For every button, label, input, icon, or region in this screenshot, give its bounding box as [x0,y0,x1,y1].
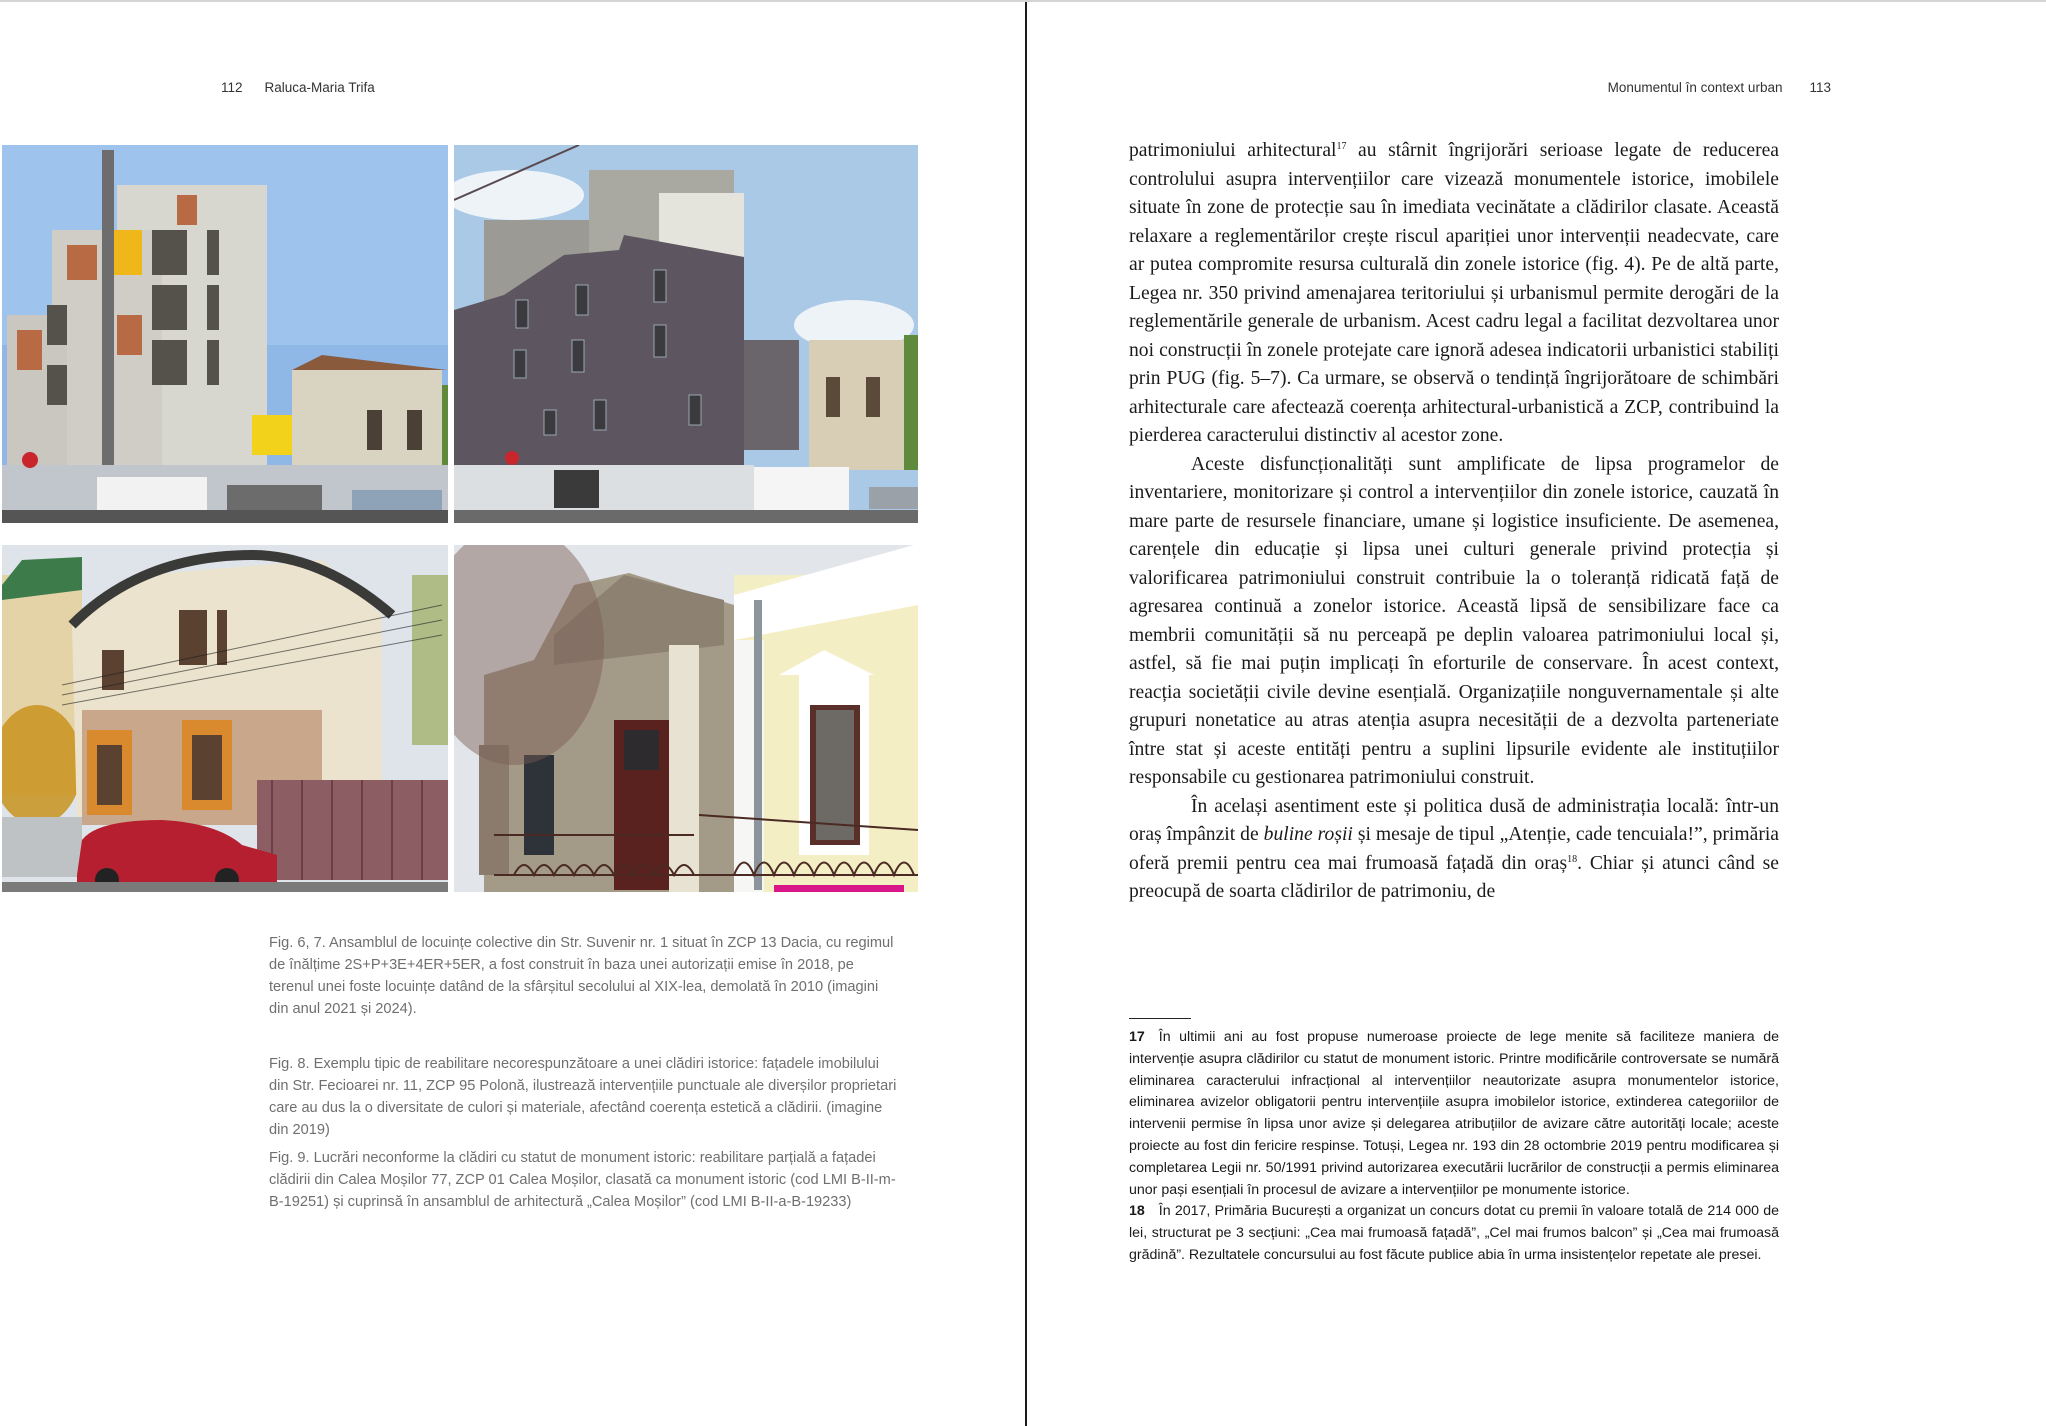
footnote-separator [1129,1018,1191,1019]
chapter-title: Monumentul în context urban [1607,80,1783,95]
paragraph [1129,793,1779,907]
author-name: Raluca-Maria Trifa [264,80,375,95]
figure-9-photo [454,545,918,892]
footnote-text: În 2017, Primăria București a organizat un concurs dotat cu premii în valoare totală de 214 000 de lei, structurat pe 3 secțiuni: „Cea mai frumoasă fațadă”, „Cel mai frumos balcon” și „Cea mai frumoasă grădină”. Rezultatele concursului au fost făcute publice abia în urma insistențelor repetate ale presei. [1129,1203,1779,1263]
footnote-ref-18[interactable]: 18 [1567,853,1578,865]
caption-fig-9 [269,1147,899,1213]
text-run: . Chiar și atunci când se preocupă de soarta clădirilor de patrimoniu, de [1129,852,1779,902]
footnote-text: În ultimii ani au fost propuse numeroase proiecte de lege menite să faciliteze maniera de intervenție asupra clădirilor cu statut de monument istoric. Printre modificările controversate se numără eliminarea caracterului infracțional al intervențiilor neautorizate asupra monumentelor istorice, eliminarea avizelor obligatorii pentru intervențiile asupra imobilelor istorice, extinderea categoriilor de intervenii permise în lipsa unor avize și delegarea atribuțiilor de avizare către autorități locale; aceste proiecte au fost din fericire respinse. Totuși, Legea nr. 193 din 28 octombrie 2019 pentru modificarea și completarea Legii nr. 50/1991 privind autorizarea executării lucrărilor de construcții a permis eliminarea unor pași esențiali în procesul de avizare a intervențiilor pe monumente istorice. [1129,1029,1779,1198]
text-run: și mesaje de tipul „Atenție, cade tencuiala!”, primăria oferă premii pentru cea mai frumoasă fațadă din oraș [1129,824,1779,874]
left-page-number: 112 [221,80,243,95]
figure-6-photo [2,145,448,523]
footnote-ref-17[interactable]: 17 [1336,141,1347,152]
caption-fig-6-7 [269,932,899,1020]
top-border [0,0,2046,2]
footnote-number: 17 [1129,1029,1145,1045]
footnote-18 [1129,1201,1779,1266]
paragraph [1129,137,1779,451]
figure-7-photo [454,145,918,523]
text-run: au stârnit îngrijorări serioase legate de reducerea controlului asupra intervențiilor care vizează monumentele istorice, imobilele situate în zone de protecție sau în imediata vecinătate a clădirilor clasate. Această relaxare a reglementărilor crește riscul apariției unor intervenții neadecvate, care ar putea compromite resursa culturală din zonele istorice (fig. 4). Pe de altă parte, Legea nr. 350 privind amenajarea teritoriului și urbanismul permite derogări de la reglementările generale de urbanism. Acest cadru legal a facilitat dezvoltarea unor noi construcții în zonele protejate care ignoră adesea indicatorii urbanistici stabiliți prin PUG (fig. 5–7). Ca urmare, se observă o tendință îngrijorătoare de schimbări arhitecturale care afectează coerența arhitectural-urbanistică a ZCP, contribuind la pierderea caracterului distinctiv al acestor zone. [1129,140,1779,446]
right-page-number: 113 [1809,80,1831,95]
caption-fig-8 [269,1053,899,1141]
footnote-number: 18 [1129,1203,1145,1220]
footnote-17 [1129,1027,1779,1201]
body-text [1129,137,1779,907]
page-spine-divider [1025,2,1027,1426]
caption-text: Fig. 9. Lucrări neconforme la clădiri cu statut de monument istoric: reabilitare parțială a fațadei clădirii din Calea Moșilor 77, ZCP 01 Calea Moșilor, clasată ca monument istoric (cod LMI B-II-m-B-19251) și cuprinsă în ansamblul de arhitectură „Calea Moșilor” (cod LMI B-II-a-B-19233) [269,1150,896,1210]
text-run: În același asentiment este și politica dusă de administrația locală: într-un oraș împânzit de [1129,795,1779,845]
figure-8-photo [2,545,448,892]
paragraph: Aceste disfuncționalități sunt amplificate de lipsa programelor de inventariere, monitorizare și control a intervențiilor din zonele istorice, cauzată în mare parte de resursele financiare, umane și logistice insuficiente. De asemenea, carențele din educație și lipsa unei culturi generale privind protecția și valorificarea patrimoniului construit contribuie la o toleranță ridicată față de agresarea continuă a zonelor istorice. Această lipsă de sensibilizare face ca membrii comunității să nu perceapă pe deplin valoarea patrimoniului local și, astfel, să fie mai puțin implicați în eforturile de conservare. În acest context, reacția societății civile devine esențială. Organizațiile nonguvernamentale și alte grupuri nonetatice au atras atenția asupra necesității de a dezvolta parteneriate între stat și aceste entități pentru a suplini lipsurile evidente ale instituțiilor responsabile cu gestionarea patrimoniului construit. [1129,453,1779,788]
text-run: patrimoniului arhitectural [1129,140,1337,161]
caption-text: Fig. 8. Exemplu tipic de reabilitare necorespunzătoare a unei clădiri istorice: fațadele imobilului din Str. Fecioarei nr. 11, ZCP 95 Polonă, ilustrează intervențiile punctuale ale diverșilor proprietari care au dus la o diversitate de culori și materiale, afectând coerența estetică a clădirii. (imagine din 2019) [269,1056,897,1138]
right-running-head [1608,80,1831,95]
caption-text: Fig. 6, 7. Ansamblul de locuințe colective din Str. Suvenir nr. 1 situat în ZCP 13 Dacia, cu regimul de înălțime 2S+P+3E+4ER+5ER, a fost construit în baza unei autorizații emise în 2018, pe terenul unei foste locuințe datând de la sfârșitul secolului al XIX-lea, demolată în 2010 (imagini din anul 2021 și 2024). [269,935,894,1017]
emphasis-text: buline roșii [1263,824,1353,845]
left-running-head [221,80,375,95]
footnotes [1129,1027,1779,1267]
